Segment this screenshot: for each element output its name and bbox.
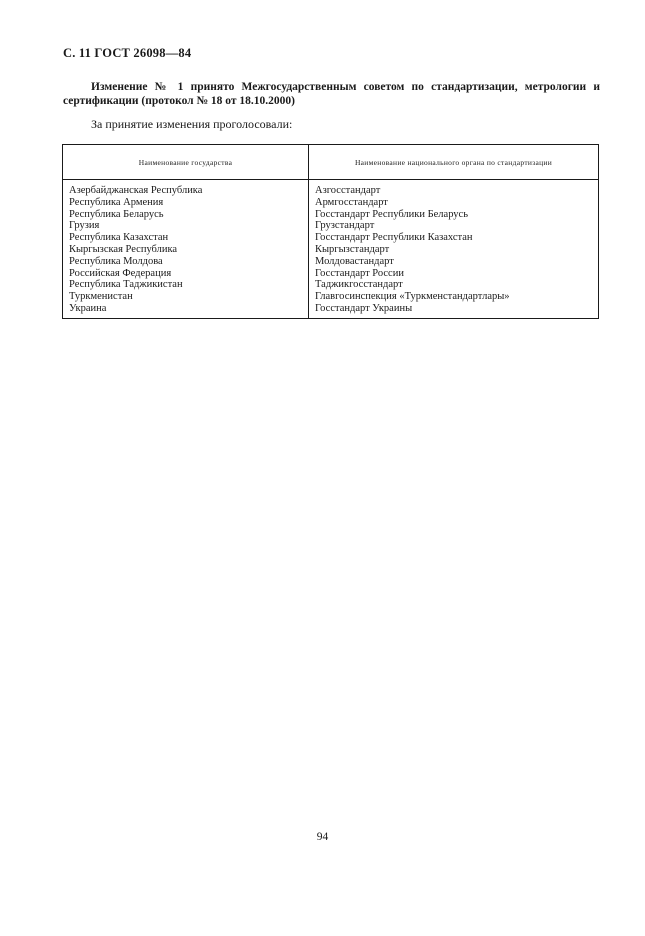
table-cell-body: Армгосстандарт bbox=[315, 196, 388, 208]
table-cell-body: Госстандарт Республики Казахстан bbox=[315, 232, 473, 244]
table-cell-state: Республика Таджикистан bbox=[69, 279, 183, 291]
table-cell-state: Туркменистан bbox=[69, 291, 133, 303]
table-cell-body: Госстандарт Украины bbox=[315, 302, 413, 314]
amendment-note: Изменение № 1 принято Межгосударственным советом по стандартизации, метрологии и сертификации (протокол № 18 от 18.10.2000) bbox=[63, 81, 600, 107]
table-cell-body: Молдовастандарт bbox=[315, 255, 394, 267]
column-header-state: Наименование государства bbox=[63, 145, 309, 180]
vote-intro: За принятие изменения проголосовали: bbox=[91, 117, 293, 131]
table-cell-state: Республика Казахстан bbox=[69, 232, 169, 244]
table-cell-body: Грузстандарт bbox=[315, 220, 375, 232]
column-header-body: Наименование национального органа по стандартизации bbox=[309, 145, 599, 180]
table-cell-state: Российская Федерация bbox=[69, 267, 172, 279]
table-cell-state: Грузия bbox=[69, 220, 100, 232]
table-cell-body: Таджикгосстандарт bbox=[315, 279, 403, 291]
table-cell-state: Республика Молдова bbox=[69, 255, 163, 267]
table-header-row bbox=[63, 145, 599, 180]
table-cell-body: Главгосинспекция «Туркменстандартлары» bbox=[315, 291, 510, 303]
table-cell-body: Кыргызстандарт bbox=[315, 243, 390, 255]
voting-table bbox=[62, 144, 599, 319]
table-cell-state: Украина bbox=[69, 302, 107, 314]
state-column bbox=[63, 180, 309, 319]
table-cell-body: Азгосстандарт bbox=[315, 185, 381, 196]
body-column bbox=[309, 180, 599, 319]
table-cell-state: Кыргызская Республика bbox=[69, 243, 178, 255]
table-cell-state: Республика Армения bbox=[69, 196, 164, 208]
page-number: 94 bbox=[316, 831, 329, 843]
table-cell-body: Госстандарт России bbox=[315, 267, 404, 279]
page-header: С. 11 ГОСТ 26098—84 bbox=[63, 46, 192, 60]
table-cell-state: Республика Беларусь bbox=[69, 208, 164, 220]
table-body-row bbox=[63, 180, 599, 319]
table-cell-state: Азербайджанская Республика bbox=[69, 185, 203, 196]
table-cell-body: Госстандарт Республики Беларусь bbox=[315, 208, 469, 220]
